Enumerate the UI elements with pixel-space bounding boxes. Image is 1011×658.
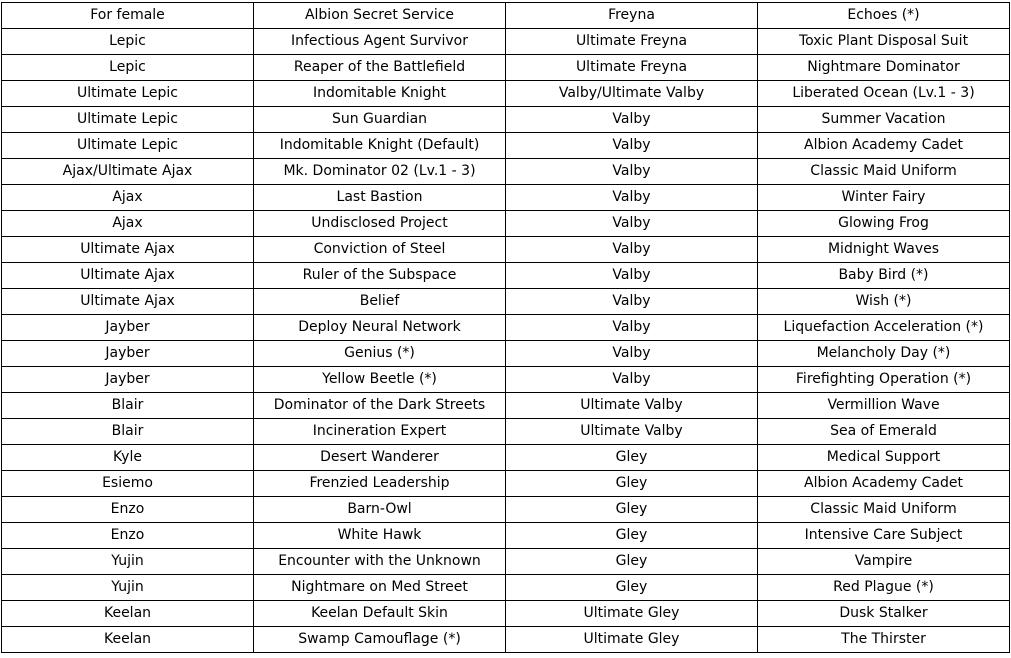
character-cell: Jayber [2,315,254,341]
table-row [2,107,1010,133]
character-cell: Valby [506,133,758,159]
character-cell: Lepic [2,29,254,55]
skin-name-cell: Vampire [758,549,1010,575]
character-cell: Lepic [2,55,254,81]
skin-name-cell: Infectious Agent Survivor [254,29,506,55]
skin-name-cell: Yellow Beetle (*) [254,367,506,393]
table-row [2,3,1010,29]
character-cell: Ultimate Lepic [2,133,254,159]
character-cell: Kyle [2,445,254,471]
skin-name-cell: Keelan Default Skin [254,601,506,627]
skin-name-cell: Dominator of the Dark Streets [254,393,506,419]
skin-name-cell: Belief [254,289,506,315]
character-cell: Valby [506,185,758,211]
skin-name-cell: White Hawk [254,523,506,549]
skin-name-cell: Classic Maid Uniform [758,497,1010,523]
skin-name-cell: Vermillion Wave [758,393,1010,419]
character-cell: Ultimate Ajax [2,289,254,315]
skin-name-cell: Frenzied Leadership [254,471,506,497]
skin-name-cell: Reaper of the Battlefield [254,55,506,81]
skin-name-cell: Winter Fairy [758,185,1010,211]
character-cell: Valby [506,237,758,263]
skin-name-cell: Encounter with the Unknown [254,549,506,575]
table-row [2,393,1010,419]
character-cell: Keelan [2,627,254,653]
skin-name-cell: Albion Academy Cadet [758,471,1010,497]
skin-name-cell: Midnight Waves [758,237,1010,263]
skin-name-cell: Desert Wanderer [254,445,506,471]
character-cell: Ultimate Lepic [2,107,254,133]
character-cell: Gley [506,445,758,471]
skin-name-cell: Nightmare on Med Street [254,575,506,601]
skin-name-cell: Albion Secret Service [254,3,506,29]
character-cell: Valby/Ultimate Valby [506,81,758,107]
table-row [2,549,1010,575]
skin-name-cell: Liberated Ocean (Lv.1 - 3) [758,81,1010,107]
character-cell: Ultimate Gley [506,627,758,653]
character-cell: Yujin [2,575,254,601]
table-row [2,133,1010,159]
skin-name-cell: Medical Support [758,445,1010,471]
character-cell: Jayber [2,341,254,367]
character-cell: For female [2,3,254,29]
character-cell: Enzo [2,497,254,523]
character-cell: Blair [2,419,254,445]
character-cell: Keelan [2,601,254,627]
character-cell: Valby [506,107,758,133]
character-cell: Valby [506,211,758,237]
character-cell: Gley [506,575,758,601]
skin-name-cell: Firefighting Operation (*) [758,367,1010,393]
table-row [2,315,1010,341]
skin-name-cell: Wish (*) [758,289,1010,315]
table-row [2,55,1010,81]
skin-name-cell: Genius (*) [254,341,506,367]
skin-name-cell: Baby Bird (*) [758,263,1010,289]
table-row [2,159,1010,185]
character-cell: Enzo [2,523,254,549]
character-cell: Freyna [506,3,758,29]
skin-name-cell: Undisclosed Project [254,211,506,237]
character-cell: Ultimate Valby [506,419,758,445]
skin-name-cell: Indomitable Knight (Default) [254,133,506,159]
character-cell: Gley [506,523,758,549]
character-cell: Ajax/Ultimate Ajax [2,159,254,185]
character-cell: Valby [506,341,758,367]
table-row [2,263,1010,289]
skin-name-cell: Deploy Neural Network [254,315,506,341]
character-cell: Jayber [2,367,254,393]
table-row [2,341,1010,367]
character-cell: Esiemo [2,471,254,497]
table-row [2,81,1010,107]
character-cell: Ultimate Gley [506,601,758,627]
skin-name-cell: Sun Guardian [254,107,506,133]
skin-name-cell: Incineration Expert [254,419,506,445]
table-row [2,367,1010,393]
table-row [2,445,1010,471]
skin-name-cell: Nightmare Dominator [758,55,1010,81]
character-cell: Ultimate Freyna [506,29,758,55]
skin-table [1,2,1010,653]
skin-name-cell: Glowing Frog [758,211,1010,237]
skin-name-cell: Conviction of Steel [254,237,506,263]
skin-name-cell: Classic Maid Uniform [758,159,1010,185]
table-row [2,471,1010,497]
skin-name-cell: Swamp Camouflage (*) [254,627,506,653]
skin-name-cell: Albion Academy Cadet [758,133,1010,159]
character-cell: Ultimate Freyna [506,55,758,81]
character-cell: Valby [506,289,758,315]
character-cell: Gley [506,471,758,497]
character-cell: Yujin [2,549,254,575]
table-row [2,523,1010,549]
skin-name-cell: Summer Vacation [758,107,1010,133]
table-row [2,419,1010,445]
character-cell: Ajax [2,185,254,211]
skin-name-cell: Sea of Emerald [758,419,1010,445]
character-cell: Valby [506,159,758,185]
skin-name-cell: Ruler of the Subspace [254,263,506,289]
character-cell: Ultimate Ajax [2,263,254,289]
character-cell: Ajax [2,211,254,237]
skin-name-cell: Melancholy Day (*) [758,341,1010,367]
table-row [2,29,1010,55]
character-cell: Blair [2,393,254,419]
table-row [2,497,1010,523]
table-row [2,237,1010,263]
character-cell: Gley [506,497,758,523]
skin-name-cell: Barn-Owl [254,497,506,523]
table-row [2,601,1010,627]
character-cell: Ultimate Lepic [2,81,254,107]
skin-name-cell: Mk. Dominator 02 (Lv.1 - 3) [254,159,506,185]
skin-name-cell: Liquefaction Acceleration (*) [758,315,1010,341]
character-cell: Valby [506,315,758,341]
skin-name-cell: The Thirster [758,627,1010,653]
character-cell: Gley [506,549,758,575]
character-cell: Ultimate Ajax [2,237,254,263]
skin-name-cell: Echoes (*) [758,3,1010,29]
skin-name-cell: Indomitable Knight [254,81,506,107]
table-row [2,211,1010,237]
skin-name-cell: Last Bastion [254,185,506,211]
skin-name-cell: Intensive Care Subject [758,523,1010,549]
character-cell: Ultimate Valby [506,393,758,419]
character-cell: Valby [506,263,758,289]
table-row [2,289,1010,315]
table-row [2,575,1010,601]
table-row [2,627,1010,653]
skin-name-cell: Red Plague (*) [758,575,1010,601]
table-row [2,185,1010,211]
character-cell: Valby [506,367,758,393]
skin-table-body [2,3,1010,653]
skin-name-cell: Toxic Plant Disposal Suit [758,29,1010,55]
skin-name-cell: Dusk Stalker [758,601,1010,627]
